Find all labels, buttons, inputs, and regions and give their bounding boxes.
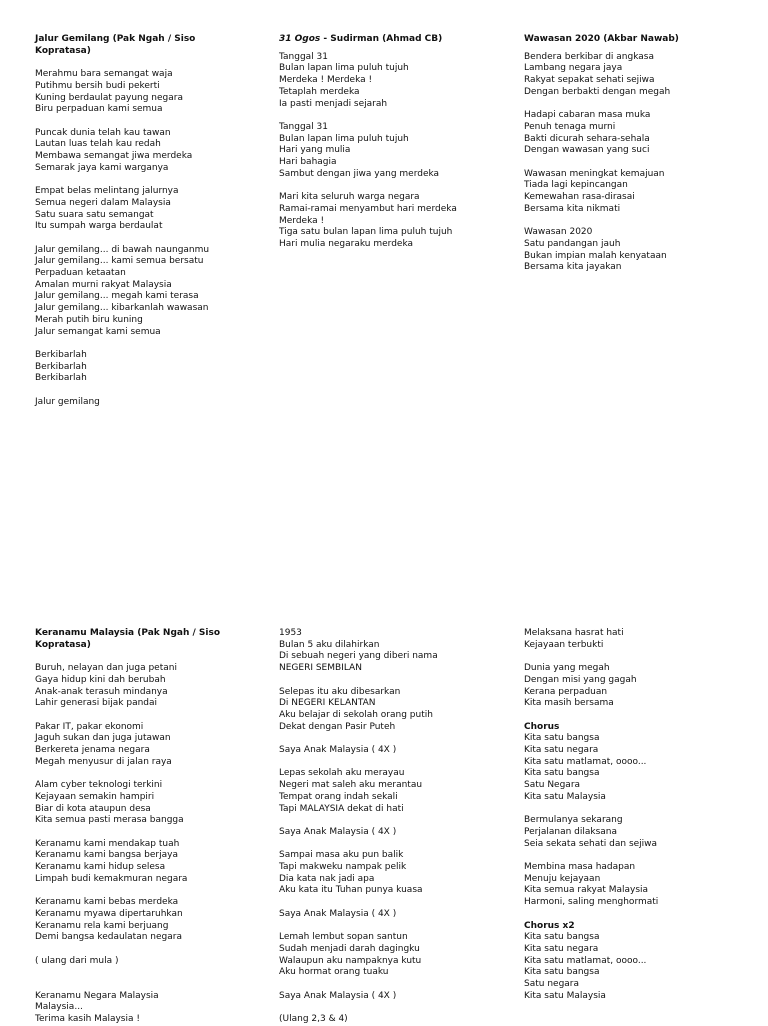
lyric-line: Dekat dengan Pasir Puteh bbox=[279, 721, 396, 732]
lyric-line: Keranamu kami mendakap tuah bbox=[35, 838, 180, 849]
song-title: Wawasan 2020 (Akbar Nawab) bbox=[524, 34, 679, 44]
lyric-line: Kuning berdaulat payung negara bbox=[35, 92, 183, 103]
lyric-line: Hari bahagia bbox=[279, 157, 337, 168]
lyric-line: Jalur gemilang bbox=[35, 396, 100, 407]
lyric-line: Dunia yang megah bbox=[524, 663, 610, 674]
lyric-line: Kita satu negara bbox=[524, 943, 599, 954]
lyric-line: Itu sumpah warga berdaulat bbox=[35, 221, 163, 232]
stanza bbox=[279, 745, 499, 757]
lyric-line: Aku kata itu Tuhan punya kuasa bbox=[279, 885, 423, 896]
lyric-line: Bendera berkibar di angkasa bbox=[524, 51, 654, 62]
lyric-line: Lahir generasi bijak pandai bbox=[35, 698, 158, 709]
stanza bbox=[524, 932, 744, 1002]
lyric-line: ( ulang dari mula ) bbox=[35, 955, 119, 966]
lyric-line: Putihmu bersih budi pekerti bbox=[35, 80, 160, 91]
lyric-line: Tapi MALAYSIA dekat di hati bbox=[279, 803, 404, 814]
lyric-line: Satu suara satu semangat bbox=[35, 209, 154, 220]
lyric-line: Puncak dunia telah kau tawan bbox=[35, 127, 171, 138]
lyric-line: Bakti dicurah sehara-sehala bbox=[524, 133, 650, 144]
lyric-line: Merdeka ! bbox=[279, 215, 325, 226]
stanza bbox=[279, 52, 499, 111]
lyric-line: Berkibarlah bbox=[35, 373, 87, 384]
lyric-line: (Ulang 2,3 & 4) bbox=[279, 1014, 348, 1025]
stanza bbox=[35, 722, 235, 769]
lyric-line: 1953 bbox=[279, 628, 302, 638]
lyric-line: Seia sekata sehati dan sejiwa bbox=[524, 838, 658, 849]
stanza bbox=[279, 932, 499, 979]
lyric-line: Wawasan meningkat kemajuan bbox=[524, 168, 665, 179]
stanza bbox=[35, 897, 235, 944]
song-wawasan-2020 bbox=[524, 34, 744, 274]
lyric-line: Jalur gemilang... megah kami terasa bbox=[35, 291, 199, 302]
lyric-line: Lautan luas telah kau redah bbox=[35, 139, 161, 150]
lyric-line: Menuju kejayaan bbox=[524, 873, 601, 884]
lyric-line: Anak-anak terasuh mindanya bbox=[35, 686, 168, 697]
lyric-line: Penuh tenaga murni bbox=[524, 121, 616, 132]
song-lyrics bbox=[35, 69, 235, 408]
stanza bbox=[279, 850, 499, 897]
stanza bbox=[524, 663, 744, 710]
song-title-rest: - Sudirman (Ahmad CB) bbox=[320, 34, 443, 44]
lyric-line: Tanggal 31 bbox=[279, 51, 328, 62]
stanza bbox=[35, 128, 235, 175]
lyric-line: Kita satu bangsa bbox=[524, 733, 600, 744]
lyric-line: Terima kasih Malaysia ! bbox=[35, 1014, 140, 1025]
stanza bbox=[279, 768, 499, 815]
lyric-line: Kita satu bangsa bbox=[524, 967, 600, 978]
lyric-line: Aku hormat orang tuaku bbox=[279, 967, 389, 978]
lyric-line: Membina masa hadapan bbox=[524, 862, 636, 872]
lyric-line: Rakyat sepakat sehati sejiwa bbox=[524, 75, 655, 86]
lyric-line: Keranamu kami hidup selesa bbox=[35, 862, 166, 872]
chorus-label: Chorus x2 bbox=[524, 920, 575, 931]
song-lyrics bbox=[279, 628, 499, 1026]
stanza bbox=[35, 956, 235, 968]
lyric-line: Jalur gemilang... kami semua bersatu bbox=[35, 256, 204, 267]
lyric-line: Perjalanan dilaksana bbox=[524, 826, 618, 837]
stanza bbox=[524, 227, 744, 274]
lyric-line: Berkereta jenama negara bbox=[35, 745, 150, 755]
stanza bbox=[524, 862, 744, 909]
lyric-line: Bulan 5 aku dilahirkan bbox=[279, 639, 380, 650]
stanza bbox=[35, 69, 235, 116]
lyric-line: Sudah menjadi darah dagingku bbox=[279, 943, 420, 954]
lyric-line: Keranamu kami bangsa berjaya bbox=[35, 850, 178, 861]
lyric-line: Amalan murni rakyat Malaysia bbox=[35, 279, 172, 290]
lyric-line: Bulan lapan lima puluh tujuh bbox=[279, 133, 409, 144]
lyric-line: Lepas sekolah aku merayau bbox=[279, 768, 405, 779]
lyric-line: Kita satu Malaysia bbox=[524, 791, 606, 802]
lyric-line: Merah putih biru kuning bbox=[35, 314, 143, 325]
lyric-line: Jalur gemilang... di bawah naunganmu bbox=[35, 244, 210, 255]
stanza bbox=[524, 110, 744, 157]
lyric-line: Kita satu bangsa bbox=[524, 768, 600, 779]
lyric-line: Di NEGERI KELANTAN bbox=[279, 698, 376, 709]
lyric-line: Kejayaan terbukti bbox=[524, 639, 604, 650]
lyric-line: Kemewahan rasa-dirasai bbox=[524, 192, 635, 203]
song-lyrics bbox=[35, 663, 235, 1026]
lyric-line: Ramai-ramai menyambut hari merdeka bbox=[279, 203, 457, 214]
lyric-line: Malaysia... bbox=[35, 1002, 83, 1013]
lyric-line: Walaupun aku nampaknya kutu bbox=[279, 955, 422, 966]
song-title bbox=[279, 34, 499, 46]
lyric-line: NEGERI SEMBILAN bbox=[279, 663, 362, 674]
lyric-line: Aku belajar di sekolah orang putih bbox=[279, 709, 433, 720]
lyric-line: Pakar IT, pakar ekonomi bbox=[35, 721, 144, 732]
stanza bbox=[524, 815, 744, 850]
lyric-line: Kita satu bangsa bbox=[524, 932, 600, 943]
song-satu-malaysia bbox=[524, 628, 744, 1002]
lyric-line: Saya Anak Malaysia ( 4X ) bbox=[279, 990, 397, 1001]
stanza bbox=[524, 169, 744, 216]
song-lyrics bbox=[524, 52, 744, 274]
song-title: Keranamu Malaysia (Pak Ngah / Siso Kopratasa) bbox=[35, 628, 221, 650]
lyric-line: Bersama kita jayakan bbox=[524, 262, 622, 273]
lyric-line: Kita satu matlamat, oooo... bbox=[524, 756, 647, 767]
lyric-line: Gaya hidup kini dah berubah bbox=[35, 674, 166, 685]
lyric-line: Biar di kota ataupun desa bbox=[35, 803, 151, 814]
lyric-line: Negeri mat saleh aku merantau bbox=[279, 780, 423, 791]
lyric-line: Tempat orang indah sekali bbox=[279, 791, 398, 802]
lyric-line: Perpaduan ketaatan bbox=[35, 268, 126, 278]
lyric-line: Semua negeri dalam Malaysia bbox=[35, 197, 171, 208]
lyric-line: Dia kata nak jadi apa bbox=[279, 873, 375, 884]
stanza bbox=[35, 350, 235, 385]
stanza bbox=[279, 628, 499, 675]
lyric-line: Sambut dengan jiwa yang merdeka bbox=[279, 168, 440, 179]
lyric-line: Semarak jaya kami warganya bbox=[35, 162, 169, 173]
stanza bbox=[279, 192, 499, 251]
lyric-line: Keranamu myawa dipertaruhkan bbox=[35, 908, 183, 919]
song-anak-malaysia bbox=[279, 628, 499, 1026]
lyric-line: Dengan berbakti dengan megah bbox=[524, 86, 671, 97]
lyric-line: Ia pasti menjadi sejarah bbox=[279, 98, 388, 109]
song-title-italic: 31 Ogos bbox=[279, 34, 321, 44]
song-title: Jalur Gemilang (Pak Ngah / Siso Kopratasa) bbox=[35, 34, 196, 56]
lyric-line: Di sebuah negeri yang diberi nama bbox=[279, 651, 438, 662]
lyric-line: Tanggal 31 bbox=[279, 121, 328, 132]
lyric-line: Tapi makweku nampak pelik bbox=[279, 861, 407, 872]
lyric-line: Hadapi cabaran masa muka bbox=[524, 110, 651, 121]
lyric-line: Satu Negara bbox=[524, 780, 581, 791]
lyric-line: Merdeka ! Merdeka ! bbox=[279, 75, 373, 86]
song-jalur-gemilang bbox=[35, 34, 235, 408]
stanza bbox=[279, 122, 499, 181]
lyric-line: Kita satu matlamat, oooo... bbox=[524, 955, 647, 966]
lyric-line: Satu negara bbox=[524, 979, 580, 990]
stanza bbox=[279, 991, 499, 1003]
lyric-line: Merahmu bara semangat waja bbox=[35, 69, 173, 80]
lyric-line: Saya Anak Malaysia ( 4X ) bbox=[279, 745, 397, 755]
song-keranamu-malaysia bbox=[35, 628, 235, 1026]
lyric-line: Sampai masa aku pun balik bbox=[279, 850, 404, 861]
lyric-line: Alam cyber teknologi terkini bbox=[35, 780, 163, 791]
lyric-line: Keranamu kami bebas merdeka bbox=[35, 897, 179, 908]
lyric-line: Buruh, nelayan dan juga petani bbox=[35, 663, 177, 674]
lyric-line: Hari mulia negaraku merdeka bbox=[279, 238, 414, 249]
stanza bbox=[35, 780, 235, 827]
stanza bbox=[35, 245, 235, 339]
lyric-line: Demi bangsa kedaulatan negara bbox=[35, 932, 182, 943]
lyric-line: Tiga satu bulan lapan lima puluh tujuh bbox=[279, 227, 453, 238]
lyric-line: Kita satu Malaysia bbox=[524, 990, 606, 1001]
lyric-line: Berkibarlah bbox=[35, 349, 87, 360]
stanza bbox=[35, 663, 235, 710]
stanza bbox=[35, 397, 235, 409]
lyric-line: Bukan impian malah kenyataan bbox=[524, 250, 667, 261]
lyric-line: Tiada lagi kepincangan bbox=[524, 180, 628, 191]
stanza bbox=[524, 628, 744, 651]
lyric-line: Bermulanya sekarang bbox=[524, 815, 623, 826]
lyric-line: Bulan lapan lima puluh tujuh bbox=[279, 63, 409, 74]
lyric-line: Melaksana hasrat hati bbox=[524, 628, 624, 638]
lyric-line: Bersama kita nikmati bbox=[524, 203, 621, 214]
lyric-line: Saya Anak Malaysia ( 4X ) bbox=[279, 908, 397, 919]
lyric-line: Saya Anak Malaysia ( 4X ) bbox=[279, 826, 397, 837]
lyric-line: Biru perpaduan kami semua bbox=[35, 104, 163, 115]
chorus-label: Chorus bbox=[524, 721, 560, 732]
stanza bbox=[35, 991, 235, 1026]
lyric-line: Dengan wawasan yang suci bbox=[524, 145, 650, 156]
lyric-line: Kita masih bersama bbox=[524, 698, 614, 709]
lyric-line: Jaguh sukan dan juga jutawan bbox=[35, 733, 171, 744]
stanza bbox=[35, 186, 235, 233]
lyric-line: Wawasan 2020 bbox=[524, 227, 593, 238]
stanza bbox=[279, 1014, 499, 1026]
stanza bbox=[35, 839, 235, 886]
lyric-line: Kejayaan semakin hampiri bbox=[35, 791, 155, 802]
lyric-line: Kita satu negara bbox=[524, 745, 599, 755]
stanza bbox=[279, 687, 499, 734]
lyric-line: Mari kita seluruh warga negara bbox=[279, 192, 420, 203]
lyric-line: Jalur gemilang... kibarkanlah wawasan bbox=[35, 303, 209, 314]
lyric-line: Hari yang mulia bbox=[279, 145, 351, 156]
lyric-line: Kita semua pasti merasa bangga bbox=[35, 815, 184, 826]
lyric-line: Harmoni, saling menghormati bbox=[524, 897, 659, 908]
lyric-line: Keranamu Negara Malaysia bbox=[35, 990, 159, 1001]
lyric-line: Kita semua rakyat Malaysia bbox=[524, 885, 649, 896]
lyric-line: Limpah budi kemakmuran negara bbox=[35, 873, 188, 884]
lyric-line: Lambang negara jaya bbox=[524, 63, 623, 74]
lyric-line: Berkibarlah bbox=[35, 361, 87, 372]
lyric-line: Kerana perpaduan bbox=[524, 686, 608, 697]
stanza bbox=[524, 52, 744, 99]
lyric-line: Selepas itu aku dibesarkan bbox=[279, 686, 401, 697]
stanza bbox=[279, 909, 499, 921]
lyric-line: Dengan misi yang gagah bbox=[524, 674, 637, 685]
lyric-line: Lemah lembut sopan santun bbox=[279, 932, 408, 943]
lyric-line: Megah menyusur di jalan raya bbox=[35, 756, 172, 767]
song-31-ogos bbox=[279, 34, 499, 251]
lyric-line: Membawa semangat jiwa merdeka bbox=[35, 151, 193, 161]
lyric-line: Jalur semangat kami semua bbox=[35, 326, 161, 337]
stanza bbox=[524, 733, 744, 803]
lyric-line: Keranamu rela kami berjuang bbox=[35, 920, 169, 931]
lyric-line: Tetaplah merdeka bbox=[279, 86, 360, 97]
lyric-line: Satu pandangan jauh bbox=[524, 238, 621, 249]
lyric-line: Empat belas melintang jalurnya bbox=[35, 186, 179, 197]
song-lyrics bbox=[279, 52, 499, 251]
stanza bbox=[279, 827, 499, 839]
